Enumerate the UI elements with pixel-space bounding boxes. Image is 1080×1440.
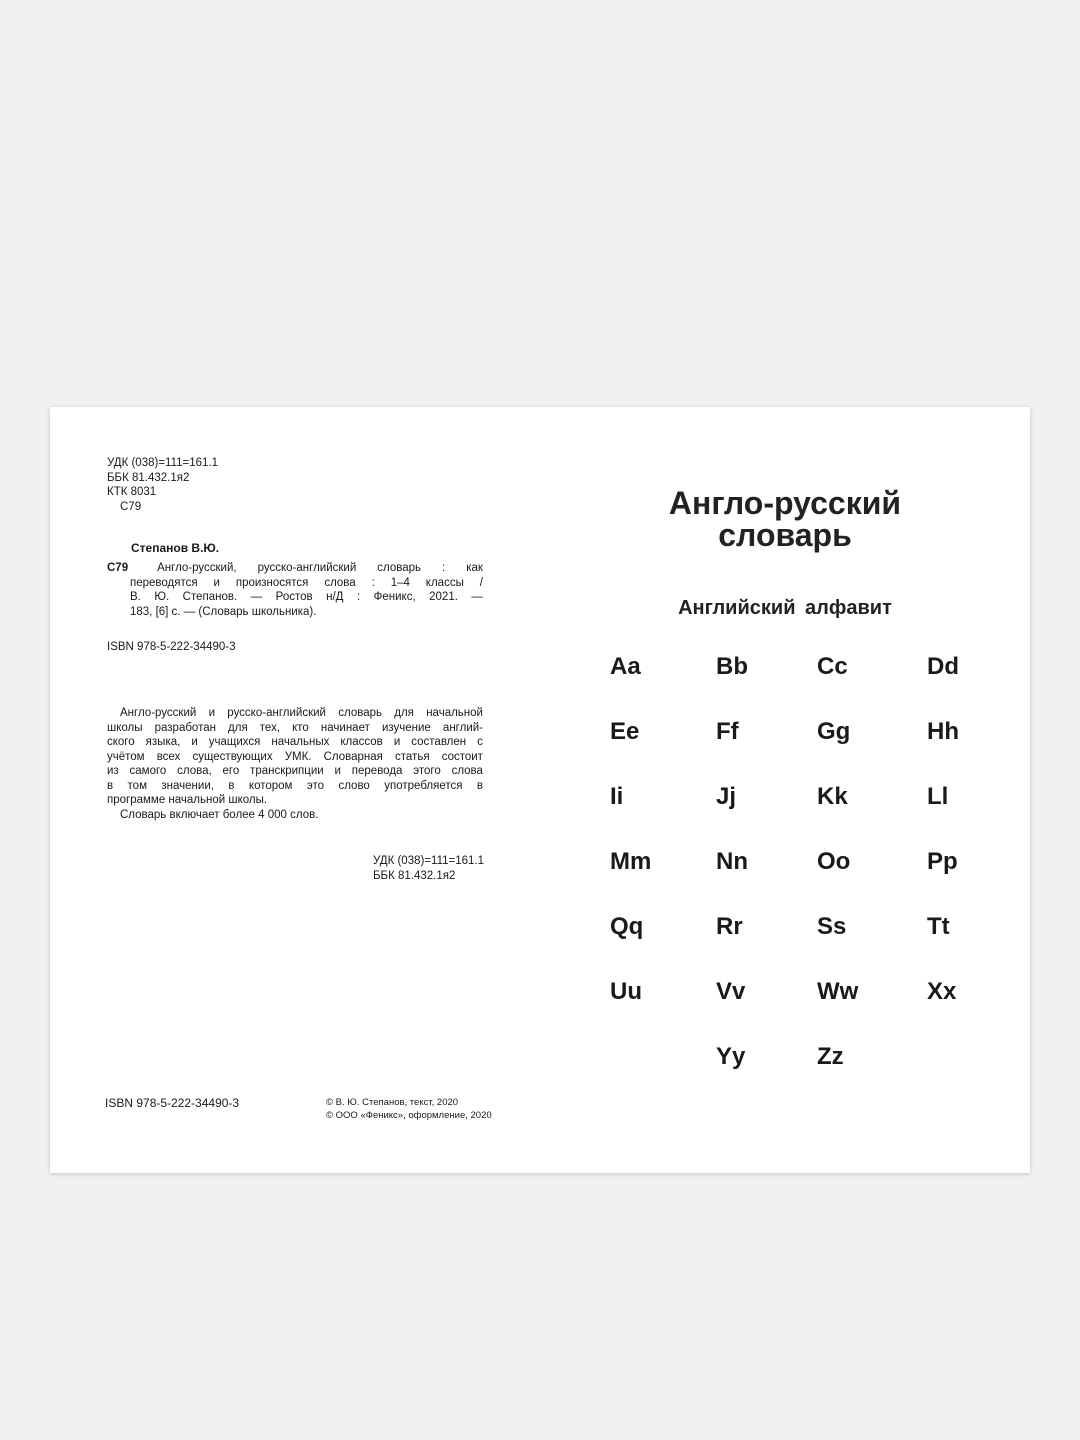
alphabet-letter: Ll [927, 783, 949, 810]
classification-codes-bottom [373, 854, 484, 883]
bbk-code: ББК 81.432.1я2 [107, 471, 190, 484]
alphabet-letter: Zz [817, 1043, 844, 1070]
annotation-line: из самого слова, его транскрипции и перевода этого слова [107, 765, 483, 777]
alphabet-letter: Aa [610, 653, 641, 680]
annotation-line: Англо-русский и русско-английский словарь для начальной [120, 707, 483, 719]
biblio-line-last: 183, [6] с. — (Словарь школьника). [130, 605, 317, 618]
alphabet-letter: Ee [610, 718, 640, 745]
bbk-code: ББК 81.432.1я2 [373, 869, 456, 882]
ktk-code: КТК 8031 [107, 486, 157, 498]
alphabet-heading: Английский алфавит [678, 597, 892, 619]
alphabet-letter: Kk [817, 783, 848, 810]
copyright-design: © ООО «Феникс», оформление, 2020 [326, 1110, 492, 1121]
alphabet-letter: Ii [610, 783, 624, 810]
alphabet-letter: Cc [817, 653, 848, 680]
book-spread [50, 407, 1030, 1173]
classification-codes [107, 456, 218, 514]
alphabet-letter: Gg [817, 718, 851, 745]
udk-code: УДК (038)=111=161.1 [373, 855, 485, 867]
alphabet-letter: Pp [927, 848, 958, 875]
alphabet-letter: Tt [927, 913, 950, 940]
alphabet-letter: Dd [927, 653, 959, 680]
udk-code: УДК (038)=111=161.1 [107, 457, 219, 469]
author-name: Степанов В.Ю. [131, 541, 220, 555]
copyright-text: © В. Ю. Степанов, текст, 2020 [326, 1097, 459, 1108]
bibliographic-record [107, 561, 483, 619]
book-title [650, 487, 920, 551]
annotation-line: в том значении, в котором это слово употребляется в [107, 779, 483, 792]
biblio-line: В. Ю. Степанов. — Ростов н/Д : Феникс, 2021. — [130, 591, 483, 603]
annotation-line: учётом всех существующих УМК. Словарная статья состоит [107, 750, 483, 763]
alphabet-letter: Rr [716, 913, 743, 940]
alphabet-letter: Uu [610, 978, 642, 1005]
copyright [326, 1096, 492, 1122]
alphabet-letter: Oo [817, 848, 851, 875]
alphabet-letter: Yy [716, 1043, 746, 1070]
alphabet-letter: Ss [817, 913, 847, 940]
alphabet-letter: Hh [927, 718, 959, 745]
isbn: ISBN 978-5-222-34490-3 [107, 641, 236, 653]
annotation-line: ского языка, и учащихся начальных классов и составлен с [107, 736, 483, 748]
alphabet-letter: Vv [716, 978, 746, 1005]
author-sign: С79 [120, 500, 142, 513]
annotation-line: школы разработан для тех, кто начинает изучение англий- [107, 721, 483, 734]
title-line: Англо-русский [668, 485, 902, 521]
title-line: словарь [718, 517, 852, 553]
alphabet-letter: Xx [927, 978, 957, 1005]
alphabet-letter: Ff [716, 718, 739, 745]
isbn-footer: ISBN 978-5-222-34490-3 [105, 1096, 240, 1110]
alphabet-letter: Nn [716, 848, 748, 875]
annotation-line: Словарь включает более 4 000 слов. [120, 808, 319, 821]
annotation-line: программе начальной школы. [107, 794, 268, 806]
alphabet-letter: Qq [610, 913, 644, 940]
alphabet-letter: Bb [716, 653, 748, 680]
alphabet-letter: Mm [610, 848, 652, 875]
annotation [107, 706, 483, 822]
biblio-code: С79 [107, 562, 129, 574]
alphabet-letter: Ww [817, 978, 859, 1005]
biblio-line: переводятся и произносятся слова : 1–4 классы / [130, 576, 483, 589]
alphabet-letter: Jj [716, 783, 737, 810]
biblio-line: С79 Англо-русский, русско-английский словарь : как [107, 562, 483, 574]
